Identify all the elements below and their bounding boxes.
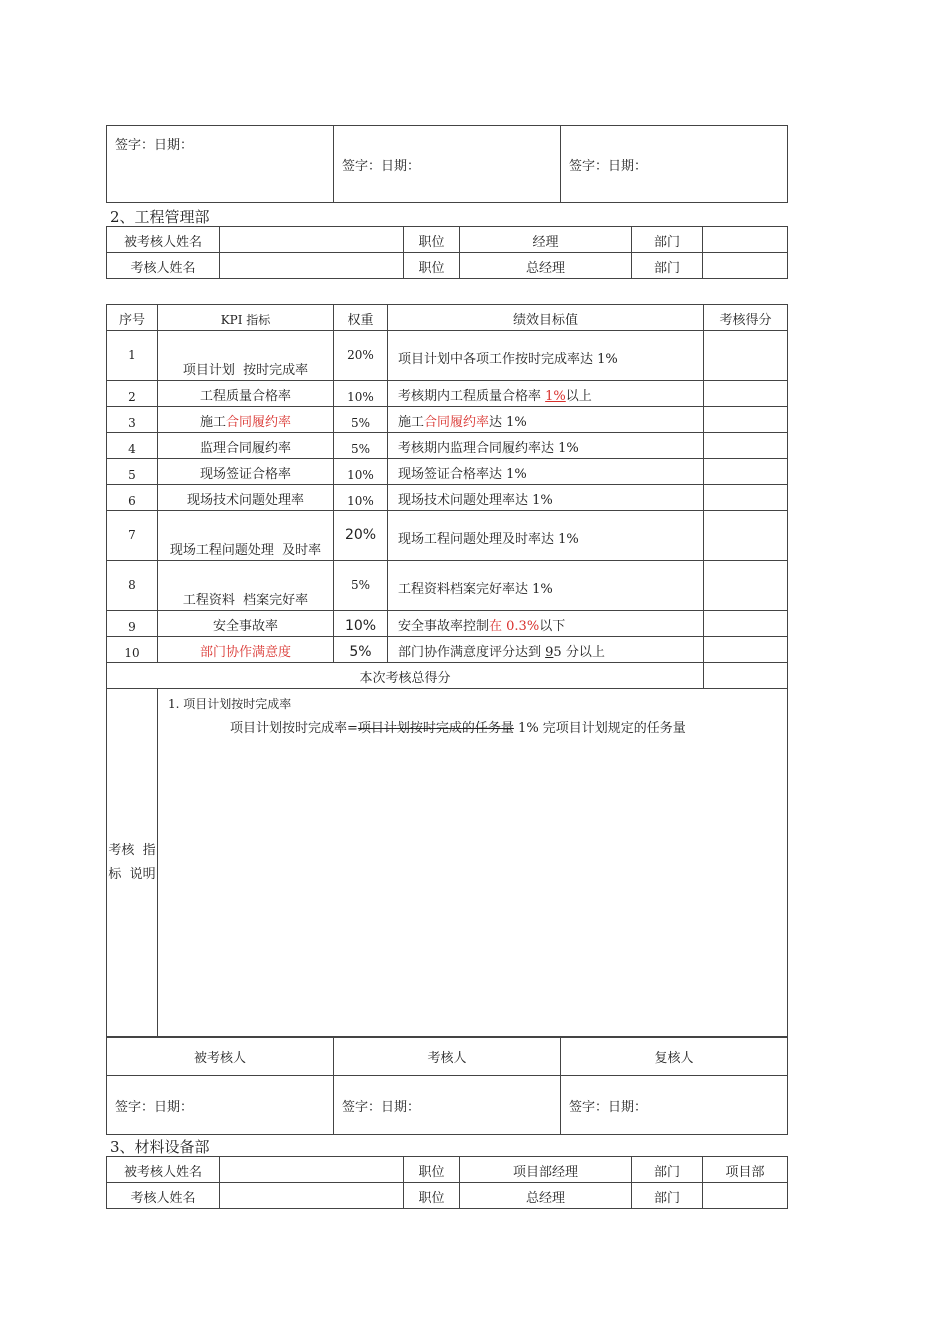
- row-kpi: 安全事故率: [158, 611, 334, 637]
- row-no: 8: [107, 561, 158, 611]
- target-text: 以上: [565, 389, 592, 404]
- row-target: 现场签证合格率达 1%: [388, 459, 704, 485]
- row-weight: 5%: [334, 561, 388, 611]
- employee-info-table: [106, 1156, 788, 1209]
- signature-cell[interactable]: [561, 1076, 788, 1135]
- signature-label: 签字：日期：: [342, 1099, 421, 1115]
- row-no: 3: [107, 407, 158, 433]
- table-row: [107, 433, 788, 459]
- position-label: 职位: [404, 227, 460, 253]
- signature-cell: [561, 126, 788, 203]
- examinee-name-field[interactable]: [220, 227, 404, 253]
- row-kpi: [158, 407, 334, 433]
- section-heading: 3、材料设备部: [110, 1138, 210, 1156]
- examinee-name-label: 被考核人姓名: [107, 227, 220, 253]
- table-row: [107, 381, 788, 407]
- examinee-name-field[interactable]: [220, 1157, 404, 1183]
- row-weight: 10%: [334, 381, 388, 407]
- position-value[interactable]: 项目部经理: [460, 1157, 632, 1183]
- row-target: [388, 637, 704, 663]
- position-value[interactable]: 总经理: [460, 1183, 632, 1209]
- table-row: [107, 459, 788, 485]
- examiner-name-field[interactable]: [220, 1183, 404, 1209]
- target-text: 以下: [539, 619, 566, 634]
- row-score[interactable]: [704, 637, 788, 663]
- examiner-name-label: 考核人姓名: [107, 253, 220, 279]
- examinee-name-label: 被考核人姓名: [107, 1157, 220, 1183]
- row-kpi: 项目计划 按时完成率: [158, 331, 334, 381]
- target-highlight: 合同履约率: [424, 415, 490, 430]
- row-weight: 10%: [334, 459, 388, 485]
- table-row: [107, 637, 788, 663]
- formula-struck: 项目计划按时完成的任务量: [357, 721, 514, 736]
- header-weight: 权重: [334, 305, 388, 331]
- table-row: [107, 561, 788, 611]
- signature-table: [106, 1037, 788, 1135]
- target-text: 达 1%: [489, 415, 527, 430]
- kpi-highlight: 合同履约率: [226, 415, 292, 430]
- target-highlight: 1%: [545, 389, 566, 404]
- department-label: 部门: [632, 1157, 703, 1183]
- row-no: 4: [107, 433, 158, 459]
- row-kpi: 现场工程问题处理 及时率: [158, 511, 334, 561]
- row-target: 考核期内监理合同履约率达 1%: [388, 433, 704, 459]
- row-weight: 20%: [334, 511, 388, 561]
- position-value[interactable]: 总经理: [460, 253, 632, 279]
- examiner-header: 考核人: [334, 1038, 561, 1076]
- signature-label: 签字：日期：: [342, 158, 421, 174]
- examiner-name-field[interactable]: [220, 253, 404, 279]
- row-no: 5: [107, 459, 158, 485]
- target-text: 5 分以上: [553, 645, 605, 660]
- header-score: 考核得分: [704, 305, 788, 331]
- row-weight: 20%: [334, 331, 388, 381]
- department-value[interactable]: [703, 253, 788, 279]
- row-score[interactable]: [704, 381, 788, 407]
- row-weight: 10%: [334, 611, 388, 637]
- row-no: 7: [107, 511, 158, 561]
- row-score[interactable]: [704, 331, 788, 381]
- employee-info-table: [106, 226, 788, 279]
- row-score[interactable]: [704, 459, 788, 485]
- explanation-label-line: 考核 指: [108, 842, 156, 858]
- row-target: [388, 381, 704, 407]
- row-target: 工程资料档案完好率达 1%: [388, 561, 704, 611]
- signature-cell[interactable]: [334, 1076, 561, 1135]
- header-target: 绩效目标值: [388, 305, 704, 331]
- row-target: 项目计划中各项工作按时完成率达 1%: [388, 331, 704, 381]
- position-value[interactable]: 经理: [460, 227, 632, 253]
- row-kpi: 工程质量合格率: [158, 381, 334, 407]
- examinee-header: 被考核人: [107, 1038, 334, 1076]
- row-no: 2: [107, 381, 158, 407]
- header-no: 序号: [107, 305, 158, 331]
- row-target: 现场工程问题处理及时率达 1%: [388, 511, 704, 561]
- row-kpi: 监理合同履约率: [158, 433, 334, 459]
- signature-cell: [334, 126, 561, 203]
- row-weight: 5%: [334, 433, 388, 459]
- target-text: 部门协作满意度评分达到: [398, 645, 546, 660]
- header-kpi: KPI 指标: [158, 305, 334, 331]
- signature-cell: [107, 126, 334, 203]
- section-heading: 2、工程管理部: [110, 208, 210, 226]
- position-label: 职位: [404, 1157, 460, 1183]
- row-target: [388, 407, 704, 433]
- formula-text: 1% 完项目计划规定的任务量: [513, 721, 686, 736]
- explanation-formula: [230, 717, 787, 736]
- target-underlined: 9: [545, 645, 554, 660]
- signature-label: 签字：日期：: [569, 1099, 648, 1115]
- row-target: [388, 611, 704, 637]
- total-score-label: 本次考核总得分: [107, 663, 704, 689]
- signature-label: 签字：日期：: [569, 158, 648, 174]
- row-score[interactable]: [704, 611, 788, 637]
- department-label: 部门: [632, 253, 703, 279]
- table-row: [107, 511, 788, 561]
- department-label: 部门: [632, 227, 703, 253]
- table-row: [107, 407, 788, 433]
- examiner-name-label: 考核人姓名: [107, 1183, 220, 1209]
- table-row: [107, 485, 788, 511]
- table-row: [107, 331, 788, 381]
- row-weight: 5%: [334, 407, 388, 433]
- target-text: 考核期内工程质量合格率: [398, 389, 546, 404]
- target-highlight: 在 0.3%: [489, 619, 540, 634]
- department-value[interactable]: 项目部: [703, 1157, 788, 1183]
- target-text: 安全事故率控制: [398, 619, 490, 634]
- explanation-item-title: 1. 项目计划按时完成率: [168, 697, 292, 711]
- reviewer-header: 复核人: [561, 1038, 788, 1076]
- row-no: 9: [107, 611, 158, 637]
- table-row: [107, 611, 788, 637]
- row-weight: 10%: [334, 485, 388, 511]
- row-no: 6: [107, 485, 158, 511]
- signature-cell[interactable]: [107, 1076, 334, 1135]
- position-label: 职位: [404, 253, 460, 279]
- explanation-label-line: 标 说明: [108, 866, 156, 882]
- explanation-content: [158, 689, 788, 1037]
- position-label: 职位: [404, 1183, 460, 1209]
- row-score[interactable]: [704, 511, 788, 561]
- row-target: 现场技术问题处理率达 1%: [388, 485, 704, 511]
- department-value[interactable]: [703, 1183, 788, 1209]
- row-weight: 5%: [334, 637, 388, 663]
- row-score[interactable]: [704, 561, 788, 611]
- target-text: 施工: [398, 415, 425, 430]
- kpi-text: 施工: [199, 415, 226, 430]
- department-label: 部门: [632, 1183, 703, 1209]
- signature-label: 签字：日期：: [115, 1099, 194, 1115]
- row-score[interactable]: [704, 485, 788, 511]
- total-score-value[interactable]: [704, 663, 788, 689]
- department-value[interactable]: [703, 227, 788, 253]
- row-kpi: 现场签证合格率: [158, 459, 334, 485]
- row-kpi: 现场技术问题处理率: [158, 485, 334, 511]
- formula-text: 项目计划按时完成率=: [230, 721, 358, 736]
- row-kpi: 部门协作满意度: [158, 637, 334, 663]
- row-no: 1: [107, 331, 158, 381]
- row-score[interactable]: [704, 433, 788, 459]
- row-kpi: 工程资料 档案完好率: [158, 561, 334, 611]
- kpi-table: [106, 304, 788, 1037]
- row-score[interactable]: [704, 407, 788, 433]
- signature-label: 签字：日期：: [115, 138, 194, 153]
- explanation-label: [107, 689, 158, 1037]
- top-signature-table: [106, 125, 788, 203]
- row-no: 10: [107, 637, 158, 663]
